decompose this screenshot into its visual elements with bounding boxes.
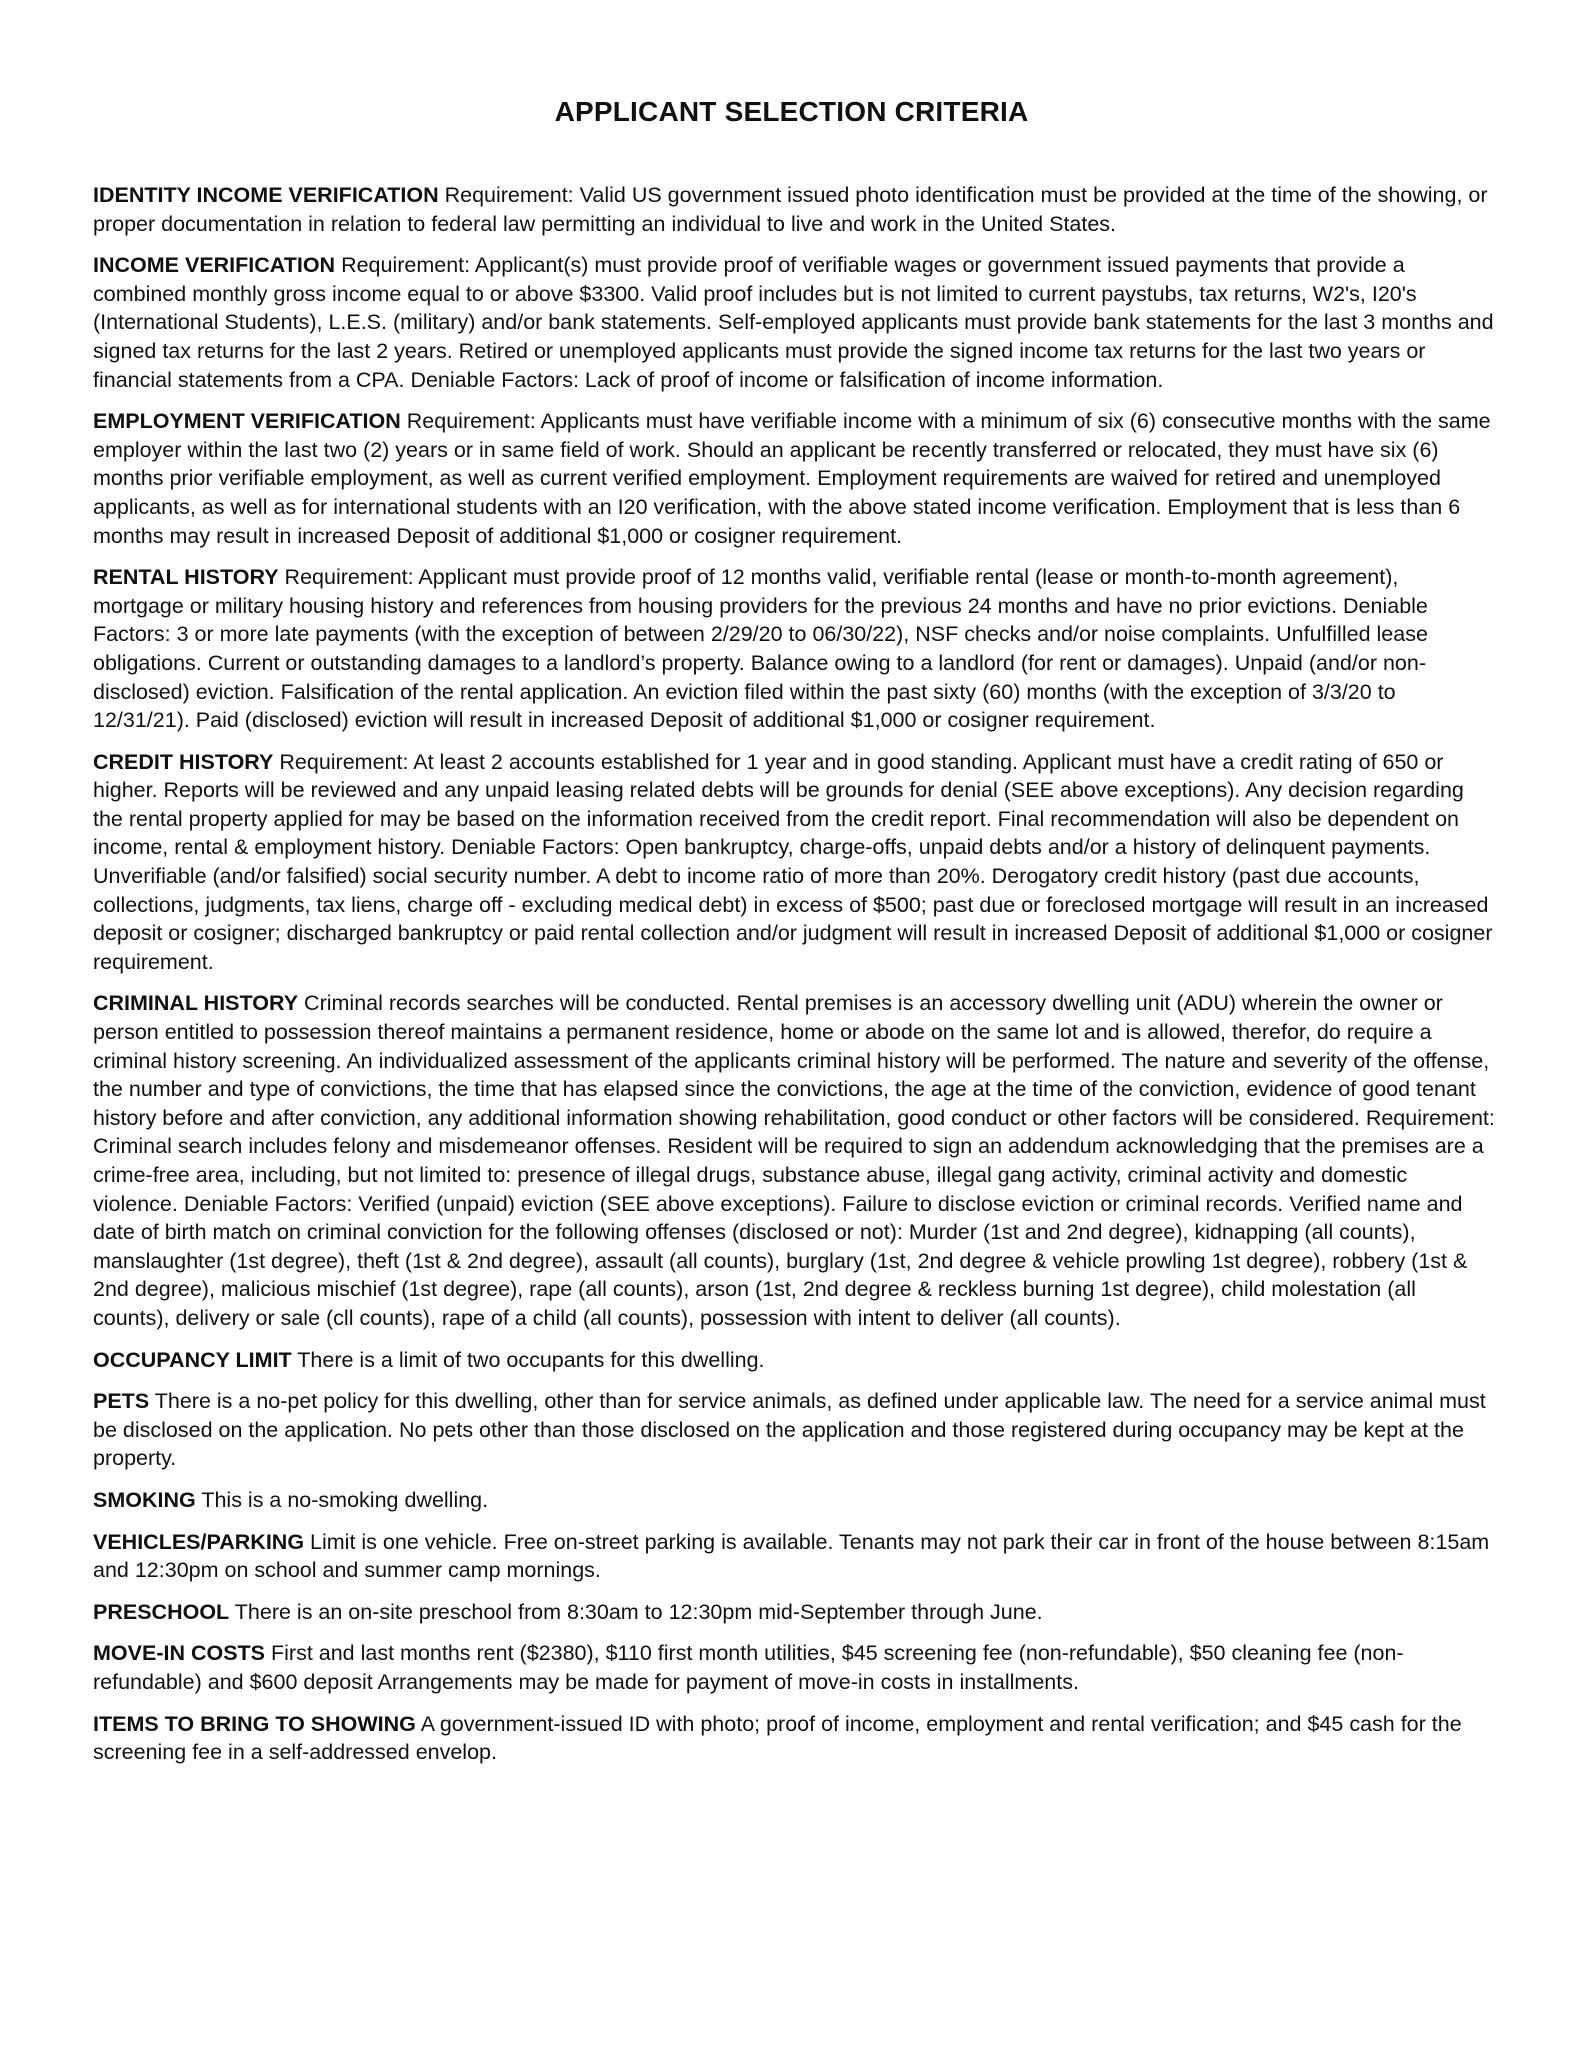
section-heading: INCOME VERIFICATION [93, 253, 336, 278]
section-body: Requirement: Applicants must have verifiable income with a minimum of six (6) consecutive months with the same employer within the last two (2) years or in same field of work. Should an applicant be recently transferred or relocated, they must have six (6) months prior verifiable employment, as well as current verified employment. Employment requirements are waived for retired and unemployed applicants, as well as for international students with an I20 verification, with the above stated income verification. Employment that is less than 6 months may result in increased Deposit of additional $1,000 or cosigner requirement. [93, 409, 1491, 548]
section-heading: CREDIT HISTORY [93, 749, 274, 774]
section-body: Requirement: Applicant(s) must provide proof of verifiable wages or government issued payments that provide a combined monthly gross income equal to or above $3300. Valid proof includes but is not limited to current paystubs, tax returns, W2's, I20's (International Students), L.E.S. (military) and/or bank statements. Self-employed applicants must provide bank statements for the last 3 months and signed tax returns for the last 2 years. Retired or unemployed applicants must provide the signed income tax returns for the last two years or financial statements from a CPA. Deniable Factors: Lack of proof of income or falsification of income information. [93, 253, 1494, 392]
section-income-verification [93, 251, 1495, 394]
section-heading: PRESCHOOL [93, 1599, 230, 1624]
section-employment-verification [93, 407, 1495, 550]
section-heading: RENTAL HISTORY [93, 565, 279, 590]
section-body: This is a no-smoking dwelling. [201, 1487, 489, 1512]
section-body: There is a limit of two occupants for this dwelling. [297, 1347, 765, 1372]
criteria-list [93, 181, 1495, 1780]
section-heading: OCCUPANCY LIMIT [93, 1347, 292, 1372]
section-body: Criminal records searches will be conducted. Rental premises is an accessory dwelling unit (ADU) wherein the owner or person entitled to possession thereof maintains a permanent residence, home or abode on the same lot and is allowed, therefor, do require a criminal history screening. An individualized assessment of the applicants criminal history will be performed. The nature and severity of the offense, the number and type of convictions, the time that has elapsed since the convictions, the age at the time of the conviction, evidence of good tenant history before and after conviction, any additional information showing rehabilitation, good conduct or other factors will be considered. Requirement: Criminal search includes felony and misdemeanor offenses. Resident will be required to sign an addendum acknowledging that the premises are a crime-free area, including, but not limited to: presence of illegal drugs, substance abuse, illegal gang activity, criminal activity and domestic violence. Deniable Factors: Verified (unpaid) eviction (SEE above exceptions). Failure to disclose eviction or criminal records. Verified name and date of birth match on criminal conviction for the following offenses (disclosed or not): Murder (1st and 2nd degree), kidnapping (all counts), manslaughter (1st degree), theft (1st & 2nd degree), assault (all counts), burglary (1st, 2nd degree & vehicle prowling 1st degree), robbery (1st & 2nd degree), malicious mischief (1st degree), rape (all counts), arson (1st, 2nd degree & reckless burning 1st degree), child molestation (all counts), delivery or sale (cll counts), rape of a child (all counts), possession with intent to deliver (all counts). [93, 991, 1495, 1330]
section-body: There is a no-pet policy for this dwelling, other than for service animals, as defined under applicable law. The need for a service animal must be disclosed on the application. No pets other than those disclosed on the application and those registered during occupancy may be kept at the property. [93, 1389, 1486, 1471]
section-heading: SMOKING [93, 1487, 196, 1512]
section-credit-history [93, 748, 1495, 977]
section-preschool [93, 1598, 1495, 1627]
section-pets [93, 1387, 1495, 1473]
section-rental-history [93, 563, 1495, 735]
section-vehicles-parking [93, 1528, 1495, 1585]
section-heading: CRIMINAL HISTORY [93, 991, 299, 1016]
section-body: First and last months rent ($2380), $110 first month utilities, $45 screening fee (non-refundable), $50 cleaning fee (non-refundable) and $600 deposit Arrangements may be made for payment of move-in costs in installments. [93, 1641, 1404, 1694]
section-criminal-history [93, 989, 1495, 1332]
section-heading: EMPLOYMENT VERIFICATION [93, 409, 401, 434]
section-identity-income-verification [93, 181, 1495, 238]
section-smoking [93, 1486, 1495, 1515]
section-heading: VEHICLES/PARKING [93, 1529, 305, 1554]
section-items-to-bring [93, 1710, 1495, 1767]
section-heading: MOVE-IN COSTS [93, 1641, 266, 1666]
section-body: Requirement: Valid US government issued photo identification must be provided at the time of the showing, or proper documentation in relation to federal law permitting an individual to live and work in the United States. [93, 183, 1488, 236]
section-body: There is an on-site preschool from 8:30am to 12:30pm mid-September through June. [234, 1599, 1043, 1624]
section-move-in-costs [93, 1639, 1495, 1696]
section-body: Requirement: At least 2 accounts established for 1 year and in good standing. Applicant must have a credit rating of 650 or higher. Reports will be reviewed and any unpaid leasing related debts will be grounds for denial (SEE above exceptions). Any decision regarding the rental property applied for may be based on the information received from the credit report. Final recommendation will also be dependent on income, rental & employment history. Deniable Factors: Open bankruptcy, charge-offs, unpaid debts and/or a history of delinquent payments. Unverifiable (and/or falsified) social security number. A debt to income ratio of more than 20%. Derogatory credit history (past due accounts, collections, judgments, tax liens, charge off - excluding medical debt) in excess of $500; past due or foreclosed mortgage will result in an increased deposit or cosigner; discharged bankruptcy or paid rental collection and/or judgment will result in increased Deposit of additional $1,000 or cosigner requirement. [93, 749, 1493, 974]
document-title: APPLICANT SELECTION CRITERIA [554, 96, 1029, 127]
section-body: Requirement: Applicant must provide proof of 12 months valid, verifiable rental (lease or month-to-month agreement), mortgage or military housing history and references from housing providers for the previous 24 months and have no prior evictions. Deniable Factors: 3 or more late payments (with the exception of between 2/29/20 to 06/30/22), NSF checks and/or noise complaints. Unfulfilled lease obligations. Current or outstanding damages to a landlord’s property. Balance owing to a landlord (for rent or damages). Unpaid (and/or non-disclosed) eviction. Falsification of the rental application. An eviction filed within the past sixty (60) months (with the exception of 3/3/20 to 12/31/21). Paid (disclosed) eviction will result in increased Deposit of additional $1,000 or cosigner requirement. [93, 565, 1428, 733]
section-body: A government-issued ID with photo; proof of income, employment and rental verification; and $45 cash for the screening fee in a self-addressed envelop. [93, 1711, 1462, 1765]
section-occupancy-limit [93, 1346, 1495, 1375]
section-body: Limit is one vehicle. Free on-street parking is available. Tenants may not park their car in front of the house between 8:15am and 12:30pm on school and summer camp mornings. [93, 1529, 1490, 1583]
section-heading: IDENTITY INCOME VERIFICATION [93, 183, 439, 207]
section-heading: ITEMS TO BRING TO SHOWING [93, 1711, 416, 1736]
section-heading: PETS [93, 1389, 150, 1414]
